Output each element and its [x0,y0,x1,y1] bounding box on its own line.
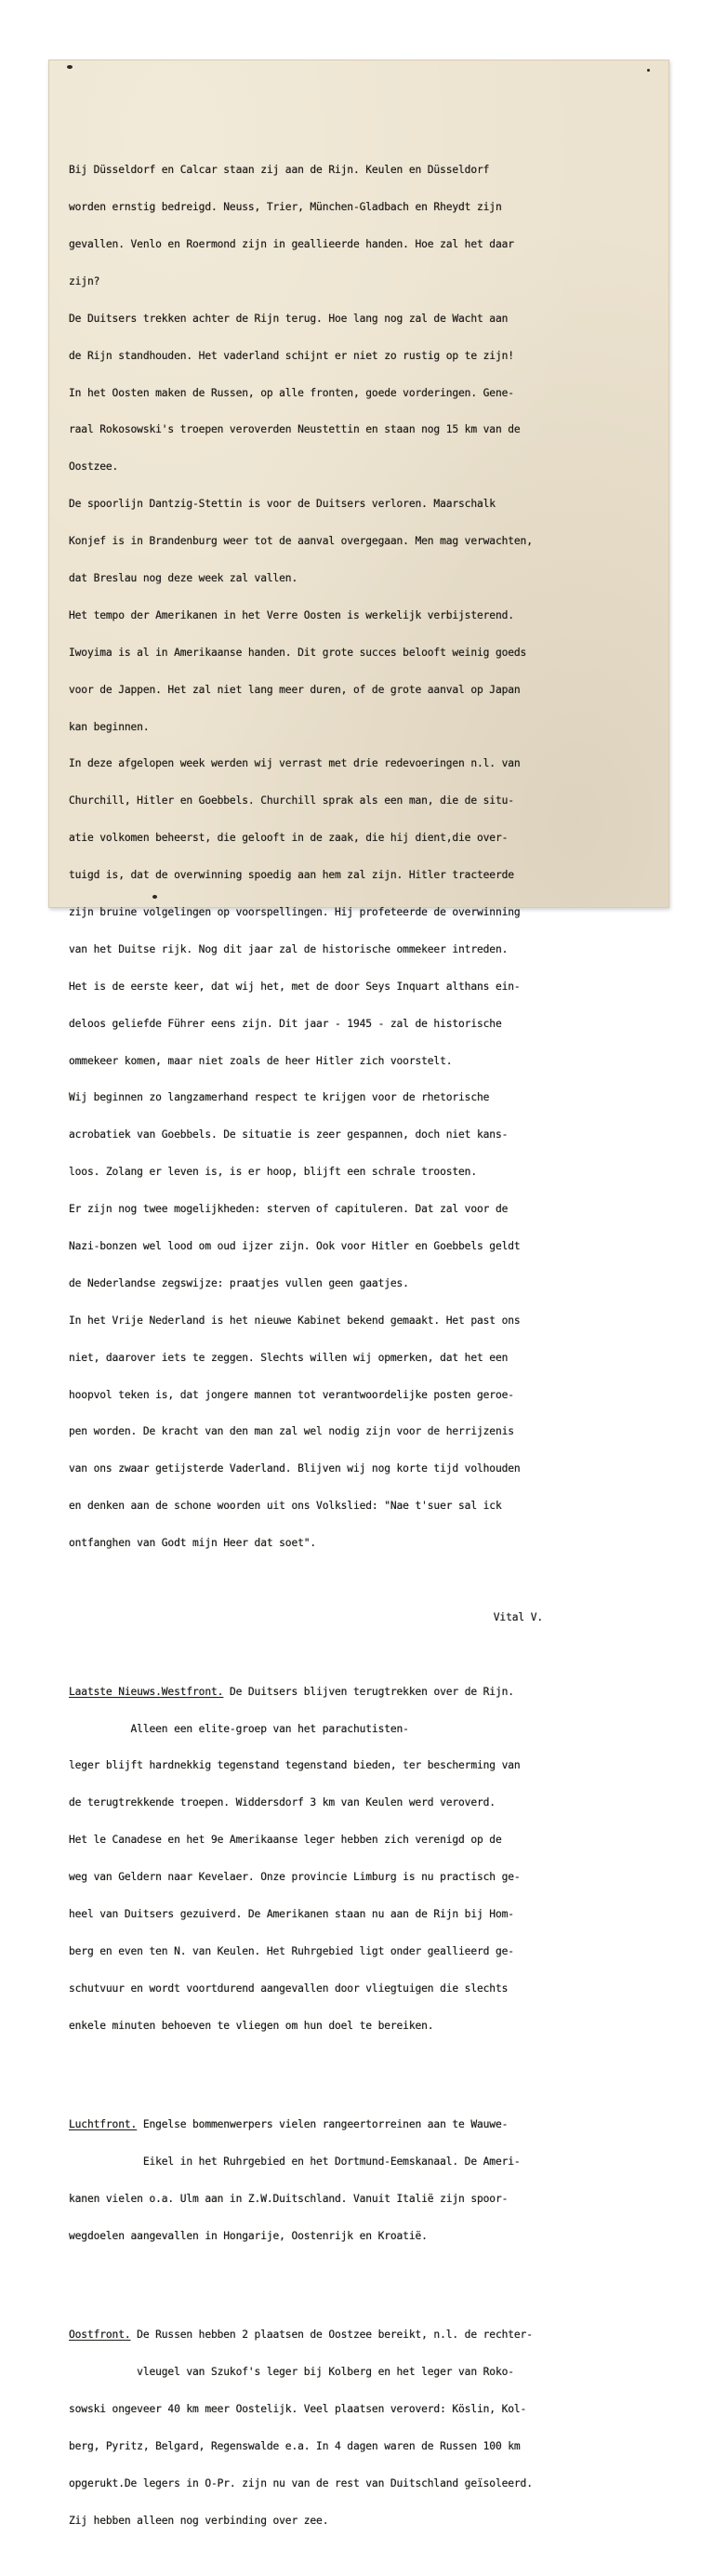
text-line: dat Breslau nog deze week zal vallen. [69,571,298,584]
text-line: acrobatiek van Goebbels. De situatie is zeer gespannen, doch niet kans- [69,1128,509,1141]
text-line: Oostzee. [69,460,119,474]
ink-speck [152,895,157,899]
typewritten-page [48,60,669,2527]
text-line: worden ernstig bedreigd. Neuss, Trier, München-Gladbach en Rheydt zijn [69,201,502,214]
text-line: en denken aan de schone woorden uit ons Volkslied: "Nae t'suer sal ick [69,1500,502,1513]
text-line: Konjef is in Brandenburg weer tot de aanval overgegaan. Men mag verwachten, [69,535,533,548]
ink-speck [647,69,650,72]
text-line: de Rijn standhouden. Het vaderland schijnt er niet zo rustig op te zijn! [69,349,514,362]
text-line: Het tempo der Amerikanen in het Verre Oosten is werkelijk verbijsterend. [69,608,514,621]
text-line: weg van Geldern naar Kevelaer. Onze provincie Limburg is nu practisch ge- [69,1871,521,1884]
text-line: De Duitsers trekken achter de Rijn terug. Hoe lang nog zal de Wacht aan [69,312,509,325]
text-line: pen worden. De kracht van den man zal wel nodig zijn voor de herrijzenis [69,1425,514,1438]
text-line: schutvuur en wordt voortdurend aangevallen door vliegtuigen die slechts [69,1982,509,1995]
text-line: Eikel in het Ruhrgebied en het Dortmund-Eemskanaal. De Ameri- [69,2155,521,2168]
text-line: ontfanghen van Godt mijn Heer dat soet". [69,1537,317,1550]
text-line: Alleen een elite-groep van het parachutisten- [69,1722,409,1735]
text-line: Engelse bommenwerpers vielen rangeertorreinen aan te Wauwe- [137,2118,509,2131]
text-line: kanen vielen o.a. Ulm aan in Z.W.Duitschland. Vanuit Italië zijn spoor- [69,2192,509,2205]
text-line: De spoorlijn Dantzig-Stettin is voor de Duitsers verloren. Maarschalk [69,498,496,511]
text-line: de terugtrekkende troepen. Widdersdorf 3 km van Keulen werd veroverd. [69,1796,496,1809]
text-line: leger blijft hardnekkig tegenstand tegenstand bieden, ter bescherming van [69,1759,521,1772]
text-line: berg, Pyritz, Belgard, Regenswalde e.a. In 4 dagen waren de Russen 100 km [69,2439,521,2452]
section-heading: Luchtfront. [69,2118,138,2131]
text-line: In deze afgelopen week werden wij verrast met drie redevoeringen n.l. van [69,757,521,770]
text-line: loos. Zolang er leven is, is er hoop, blijft een schrale troosten. [69,1166,477,1179]
text-line: Zij hebben alleen nog verbinding over zee. [69,2514,329,2527]
text-line: Iwoyima is al in Amerikaanse handen. Dit grote succes belooft weinig goeds [69,646,527,659]
text-line: zijn bruine volgelingen op voorspellingen. Hij profeteerde de overwinning [69,906,521,918]
text-line: atie volkomen beheerst, die gelooft in de zaak, die hij dient,die over- [69,832,509,845]
text-line: Churchill, Hitler en Goebbels. Churchill sprak als een man, die de situ- [69,794,514,808]
text-line: In het Oosten maken de Russen, op alle fronten, goede vorderingen. Gene- [69,386,514,399]
text-line: ommekeer komen, maar niet zoals de heer Hitler zich voorstelt. [69,1054,453,1067]
text-line: sowski ongeveer 40 km meer Oostelijk. Veel plaatsen veroverd: Köslin, Kol- [69,2402,527,2415]
news-first-line [69,2329,660,2341]
text-line: Bij Düsseldorf en Calcar staan zij aan de Rijn. Keulen en Düsseldorf [69,164,490,177]
document-body [69,114,660,2576]
text-line: De Duitsers blijven terugtrekken over de Rijn. [223,1685,514,1698]
signature: Vital V. [493,1610,543,1623]
news-section-luchtfront [69,2094,660,2267]
text-line: de Nederlandse zegswijze: praatjes vullen geen gaatjes. [69,1276,409,1289]
news-section-westfront [69,1661,660,2057]
section-heading: Laatste Nieuws.Westfront. [69,1685,224,1698]
text-line: van ons zwaar getijsterde Vaderland. Blijven wij nog korte tijd volhouden [69,1462,521,1475]
text-line: deloos geliefde Führer eens zijn. Dit jaar - 1945 - zal de historische [69,1017,502,1030]
text-line: van het Duitse rijk. Nog dit jaar zal de historische ommekeer intreden. [69,942,509,955]
text-line: raal Rokosowski's troepen veroverden Neustettin en staan nog 15 km van de [69,423,521,436]
text-line: kan beginnen. [69,720,150,733]
text-line: berg en even ten N. van Keulen. Het Ruhrgebied ligt onder geallieerd ge- [69,1944,514,1957]
text-line: Wij beginnen zo langzamerhand respect te krijgen voor de rhetorische [69,1091,490,1104]
text-line: tuigd is, dat de overwinning spoedig aan hem zal zijn. Hitler tracteerde [69,869,514,882]
news-first-line [69,1686,660,1698]
text-line: Nazi-bonzen wel lood om oud ijzer zijn. Ook voor Hitler en Goebbels geldt [69,1240,521,1253]
text-line: opgerukt.De legers in O-Pr. zijn nu van de rest van Duitschland geïsoleerd. [69,2476,533,2489]
text-line: In het Vrije Nederland is het nieuwe Kabinet bekend gemaakt. Het past ons [69,1314,521,1327]
text-line: Het le Canadese en het 9e Amerikaanse leger hebben zich verenigd op de [69,1834,502,1847]
text-line: hoopvol teken is, dat jongere mannen tot verantwoordelijke posten geroe- [69,1388,514,1401]
section-heading: Oostfront. [69,2329,131,2342]
text-line: wegdoelen aangevallen in Hongarije, Oostenrijk en Kroatië. [69,2229,428,2242]
text-line: Er zijn nog twee mogelijkheden: sterven of capituleren. Dat zal voor de [69,1203,509,1216]
main-text [69,140,660,1574]
text-line: gevallen. Venlo en Roermond zijn in geallieerde handen. Hoe zal het daar [69,237,514,250]
text-line: heel van Duitsers gezuiverd. De Amerikanen staan nu aan de Rijn bij Hom- [69,1908,514,1921]
text-line: voor de Jappen. Het zal niet lang meer duren, of de grote aanval op Japan [69,683,521,696]
text-line: De Russen hebben 2 plaatsen de Oostzee bereikt, n.l. de rechter- [130,2329,533,2342]
ink-speck [67,65,73,69]
text-line: niet, daarover iets te zeggen. Slechts willen wij opmerken, dat het een [69,1351,509,1364]
text-line: vleugel van Szukof's leger bij Kolberg en het leger van Roko- [69,2366,514,2379]
text-line: Het is de eerste keer, dat wij het, met de door Seys Inquart althans ein- [69,980,521,993]
news-first-line [69,2118,660,2130]
text-line: zijn? [69,274,100,287]
text-line: enkele minuten behoeven te vliegen om hun doel te bereiken. [69,2019,434,2032]
news-section-oostfront [69,2304,660,2552]
